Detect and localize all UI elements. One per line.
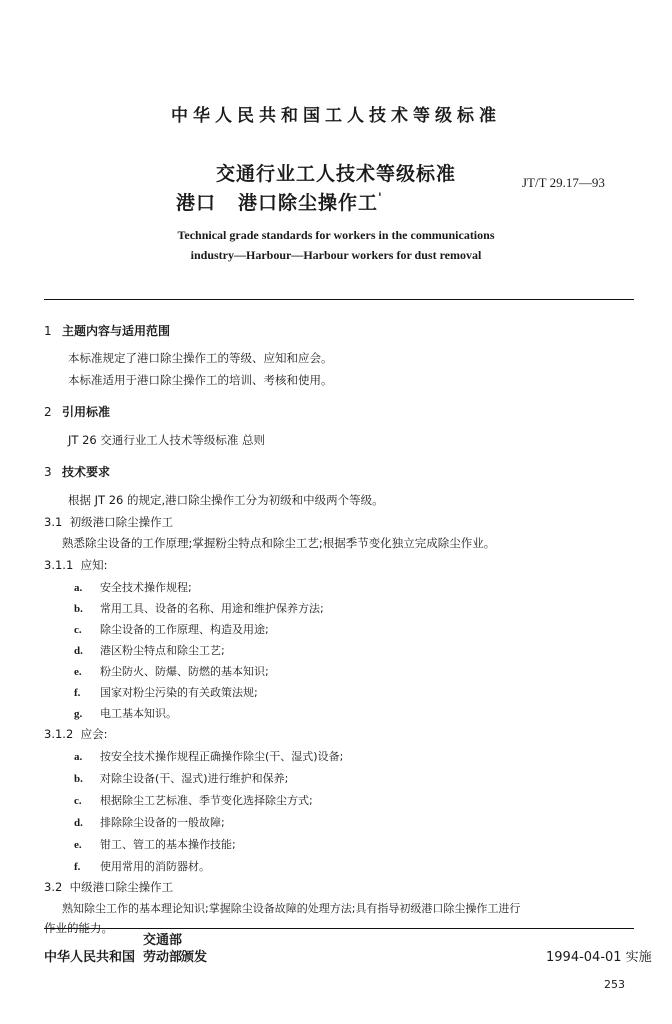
list-item [74, 600, 324, 616]
list-text: 安全技术操作规程; [100, 581, 192, 594]
section-number: 3.1.2 [44, 727, 74, 741]
section-number: 3 [44, 465, 52, 479]
list-letter: d. [74, 645, 83, 657]
section-3-1-para: 熟悉除尘设备的工作原理;掌握粉尘特点和除尘工艺;根据季节变化独立完成除尘作业。 [62, 536, 496, 550]
list-item [74, 836, 236, 852]
list-text: 粉尘防火、防爆、防燃的基本知识; [100, 665, 269, 678]
section-title: 应会: [80, 727, 108, 741]
section-2-heading [44, 403, 110, 420]
standard-code: JT/T 29.17—93 [522, 175, 605, 190]
section-title: 引用标准 [62, 405, 111, 419]
section-3-para-1: 根据 JT 26 的规定,港口除尘操作工分为初级和中级两个等级。 [68, 493, 384, 507]
section-1-para-1: 本标准规定了港口除尘操作工的等级、应知和应会。 [68, 351, 333, 365]
section-1-para-2: 本标准适用于港口除尘操作工的培训、考核和使用。 [68, 373, 333, 387]
section-title: 中级港口除尘操作工 [69, 880, 174, 894]
footnote-mark: ' [378, 190, 383, 205]
section-3-1-2-heading [44, 726, 107, 742]
list-text: 钳工、管工的基本操作技能; [100, 838, 236, 851]
subtitle-part-a: 港口 [176, 192, 217, 214]
list-text: 根据除尘工艺标准、季节变化选择除尘方式; [100, 794, 313, 807]
section-title: 主题内容与适用范围 [62, 324, 171, 338]
header-rule [44, 299, 634, 300]
list-text: 电工基本知识。 [100, 707, 177, 720]
list-item [74, 705, 177, 721]
list-item [74, 748, 343, 764]
list-item [74, 579, 192, 595]
list-letter: e. [74, 666, 82, 678]
list-item [74, 621, 269, 637]
english-title-line2: industry—Harbour—Harbour workers for dust removal [190, 248, 482, 262]
list-text: 使用常用的消防器材。 [100, 860, 210, 873]
section-3-heading [44, 463, 110, 480]
list-letter: g. [74, 708, 83, 720]
list-item [74, 663, 269, 679]
standard-subtitle [176, 188, 383, 215]
ministry-transport: 交通部 [143, 933, 183, 948]
list-letter: e. [74, 839, 82, 851]
section-number: 3.2 [44, 880, 63, 894]
ministry-labour: 劳动部 [143, 950, 183, 965]
issued-label: 颁发 [181, 950, 208, 965]
subtitle-part-b: 港口除尘操作工 [238, 192, 379, 214]
section-3-1-1-heading [44, 557, 107, 573]
list-item [74, 684, 258, 700]
list-text: 港区粉尘特点和除尘工艺; [100, 644, 225, 657]
list-letter: d. [74, 817, 83, 829]
list-item [74, 858, 210, 874]
section-title: 应知: [80, 558, 108, 572]
section-number: 1 [44, 324, 52, 338]
section-3-1-heading [44, 514, 173, 530]
section-3-2-para-1: 熟知除尘工作的基本理论知识;掌握除尘设备故障的处理方法;具有指导初级港口除尘操作工进行 [62, 902, 521, 915]
section-title: 初级港口除尘操作工 [69, 515, 174, 529]
list-letter: f. [74, 861, 81, 873]
list-letter: f. [74, 687, 81, 699]
list-text: 常用工具、设备的名称、用途和维护保养方法; [100, 602, 324, 615]
standard-title: 交通行业工人技术等级标准 [215, 163, 456, 185]
footer-rule [44, 928, 634, 929]
list-item [74, 770, 288, 786]
issuing-ministries [143, 932, 182, 966]
list-text: 按安全技术操作规程正确操作除尘(干、湿式)设备; [100, 750, 344, 763]
list-item [74, 814, 225, 830]
list-item [74, 792, 313, 808]
list-text: 对除尘设备(干、湿式)进行维护和保养; [100, 772, 289, 785]
list-letter: a. [74, 751, 83, 763]
series-header: 中华人民共和国工人技术等级标准 [171, 106, 501, 126]
section-3-2-para-2: 作业的能力。 [44, 921, 113, 935]
list-letter: b. [74, 773, 83, 785]
effective-date: 1994-04-01 实施 [546, 950, 652, 965]
section-number: 3.1.1 [44, 558, 74, 572]
section-3-2-heading [44, 879, 173, 895]
section-2-para-1: JT 26 交通行业工人技术等级标准 总则 [68, 433, 266, 447]
section-title: 技术要求 [62, 465, 111, 479]
page-number: 253 [604, 978, 625, 991]
section-1-heading [44, 322, 170, 339]
section-number: 3.1 [44, 515, 63, 529]
list-letter: b. [74, 603, 83, 615]
list-letter: c. [74, 795, 82, 807]
list-letter: c. [74, 624, 82, 636]
list-text: 国家对粉尘污染的有关政策法规; [100, 686, 258, 699]
list-text: 排除除尘设备的一般故障; [100, 816, 225, 829]
list-letter: a. [74, 582, 83, 594]
english-title-line1: Technical grade standards for workers in the communications [177, 228, 495, 242]
list-item [74, 642, 225, 658]
issuing-country: 中华人民共和国 [44, 950, 136, 965]
section-number: 2 [44, 405, 52, 419]
list-text: 除尘设备的工作原理、构造及用途; [100, 623, 269, 636]
